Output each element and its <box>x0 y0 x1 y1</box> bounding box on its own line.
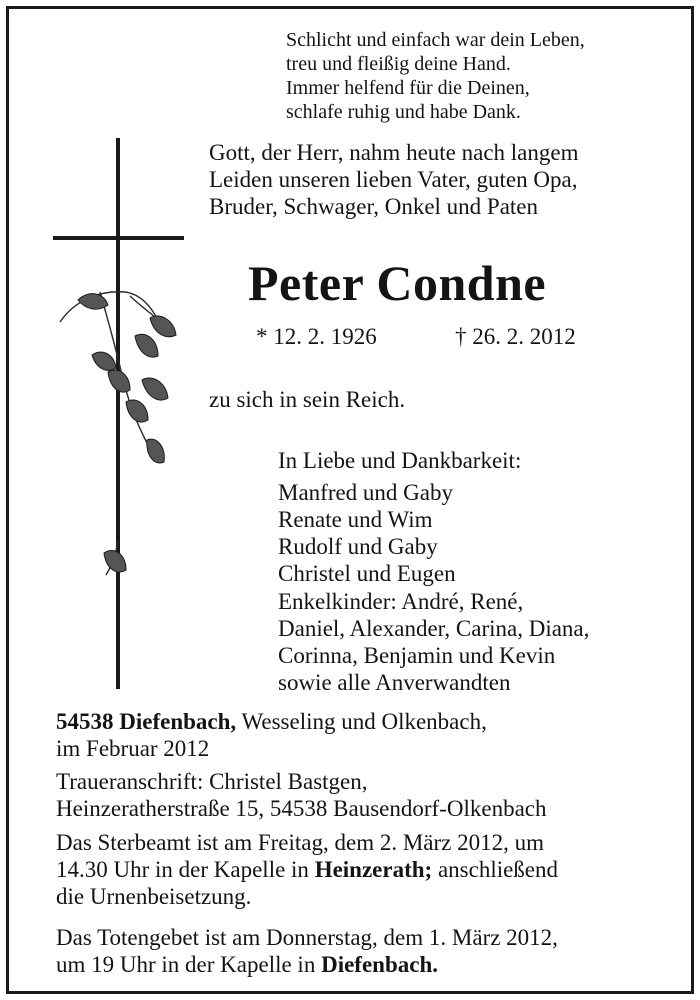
service-text: anschließend <box>432 857 559 882</box>
mourner-name: Christel und Eugen <box>278 561 456 586</box>
address-line: Traueranschrift: Christel Bastgen, <box>56 769 368 794</box>
poem-line: Schlicht und einfach war dein Leben, <box>286 29 585 51</box>
cross-vertical-beam <box>116 138 120 689</box>
birch-branch-icon <box>60 292 170 575</box>
cross-horizontal-beam <box>53 236 184 240</box>
mourner-name: Enkelkinder: André, René, <box>278 589 524 614</box>
mourners-heading: In Liebe und Dankbarkeit: <box>278 448 522 473</box>
mourner-name: Renate und Wim <box>278 507 433 532</box>
service-location-bold: Heinzerath; <box>314 857 433 882</box>
poem-line: schlafe ruhig und habe Dank. <box>286 101 521 123</box>
service-line: die Urnenbeisetzung. <box>56 884 252 909</box>
mourner-name: sowie alle Anverwandten <box>278 670 511 695</box>
service-line <box>56 856 558 883</box>
closing-line: zu sich in sein Reich. <box>209 387 406 412</box>
death-date: † 26. 2. 2012 <box>455 324 576 349</box>
intro-line: Gott, der Herr, nahm heute nach langem <box>209 140 579 165</box>
service-text: 14.30 Uhr in der Kapelle in <box>56 857 315 882</box>
intro-line: Bruder, Schwager, Onkel und Paten <box>209 194 539 219</box>
mourner-name: Manfred und Gaby <box>278 480 454 505</box>
address-line: Heinzeratherstraße 15, 54538 Bausendorf-Olkenbach <box>56 796 547 821</box>
branch-leaves <box>78 294 176 572</box>
prayer-text: um 19 Uhr in der Kapelle in <box>56 952 322 977</box>
prayer-location-bold: Diefenbach. <box>321 952 438 977</box>
place-town-rest: Wesseling und Olkenbach, <box>236 709 487 734</box>
mourner-name: Rudolf und Gaby <box>278 534 438 559</box>
deceased-name: Peter Condne <box>248 255 547 311</box>
poem-line: Immer helfend für die Deinen, <box>286 77 530 99</box>
place-line <box>56 708 487 735</box>
place-town-bold: 54538 Diefenbach, <box>56 709 237 734</box>
intro-line: Leiden unseren lieben Vater, guten Opa, <box>209 167 578 192</box>
service-line: Das Sterbeamt ist am Freitag, dem 2. März 2012, um <box>56 830 545 855</box>
prayer-line <box>56 951 438 978</box>
mourner-name: Corinna, Benjamin und Kevin <box>278 643 556 668</box>
place-date: im Februar 2012 <box>56 736 210 761</box>
mourner-name: Daniel, Alexander, Carina, Diana, <box>278 616 590 641</box>
birth-date: * 12. 2. 1926 <box>256 324 377 349</box>
prayer-line: Das Totengebet ist am Donnerstag, dem 1. März 2012, <box>56 925 558 950</box>
poem-line: treu und fleißig deine Hand. <box>286 53 511 75</box>
